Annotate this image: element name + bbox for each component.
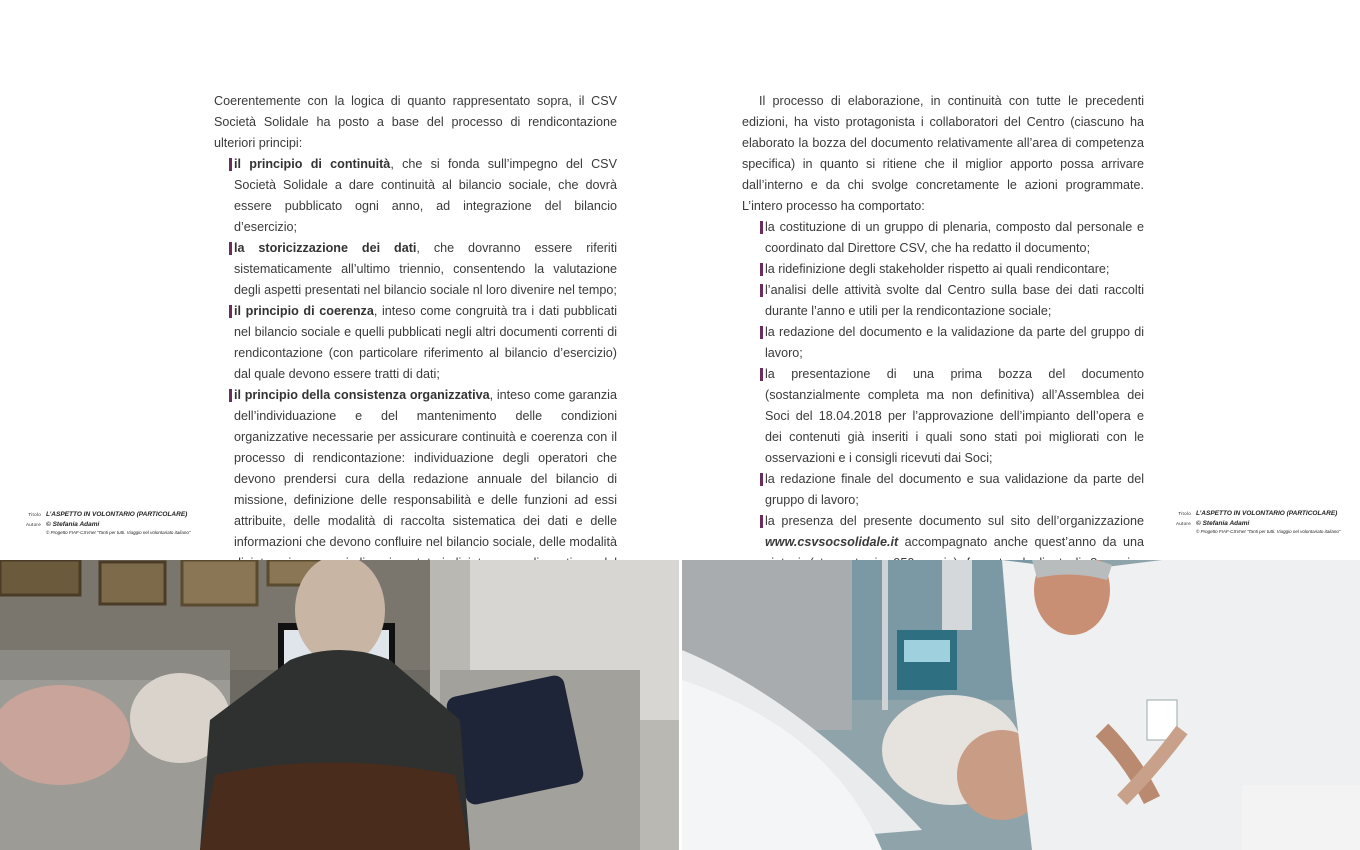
- bullet-bar-icon: [760, 221, 763, 234]
- list-item: la ridefinizione degli stakeholder rispetto ai quali rendicontare;: [742, 259, 1144, 280]
- photo-credit-left: Titolo L’ASPETTO IN VOLONTARIO (PARTICOLARE) Autore © Stefania Adami © Progetto FIAF-CSVnet “Tanti per tutti. Viaggio nel volontariato italiano”: [25, 511, 191, 535]
- website-link[interactable]: www.csvsocsolidale.it: [765, 535, 899, 549]
- list-item: il principio di continuità, che si fonda sull’impegno del CSV Società Solidale a dare continuità al bilancio sociale, che dovrà essere pubblicato ogni anno, ad integrazione del bilancio d’esercizio;: [214, 154, 617, 238]
- list-item: la presenza del presente documento sul sito dell’organizzazione www.csvsocsolidale.it accompagnato anche quest’anno da una: [742, 511, 1144, 616]
- list-item: l’analisi delle attività svolte dal Centro sulla base dei dati raccolti durante l’anno e utili per la rendicontazione sociale;: [742, 280, 1144, 322]
- bullet-bar-icon: [760, 473, 763, 486]
- left-intro: Coerentemente con la logica di quanto rappresentato sopra, il CSV Società Solidale ha posto a base del processo di rendicontazione ulteriori principi:: [214, 94, 617, 150]
- principles-list: [214, 154, 617, 595]
- right-text-column: [742, 91, 1144, 616]
- photo-living-room: [0, 560, 679, 850]
- right-intro: Il processo di elaborazione, in continuità con tutte le precedenti edizioni, ha visto protagonista i collaboratori del Centro (ciascuno ha elaborato la bozza del documento relativamente all’area di competenza specifica) in quanto si ritiene che il miglior apporto possa arrivare dall’interno e da chi svolge concretamente le azioni programmate. L’intero processo ha comportato:: [742, 94, 1144, 213]
- process-list: [742, 217, 1144, 616]
- bullet-bar-icon: [229, 305, 232, 318]
- left-text-column: [214, 91, 617, 595]
- list-item: il principio di coerenza, inteso come congruità tra i dati pubblicati nel bilancio sociale e quelli pubblicati negli altri documenti correnti di rendicontazione (con particolare riferimento al bilancio d’esercizio) dal quale devono essere tratti di dati;: [214, 301, 617, 385]
- bullet-bar-icon: [760, 515, 763, 528]
- list-item: la costituzione di un gruppo di plenaria, composto dal personale e coordinato dal Direttore CSV, che ha redatto il documento;: [742, 217, 1144, 259]
- list-item: la redazione del documento e la validazione da parte del gruppo di lavoro;: [742, 322, 1144, 364]
- bullet-bar-icon: [760, 326, 763, 339]
- list-item: la presentazione di una prima bozza del documento (sostanzialmente completa ma non definitiva) all’Assemblea dei Soci del 18.04.2018 per l’approvazione dell’impianto dell’opera e dei contenuti già inseriti i quali sono stati poi migliorati con le osservazioni e i consigli ricevuti dai Soci;: [742, 364, 1144, 469]
- list-item: la storicizzazione dei dati, che dovranno essere riferiti sistematicamente all’ultimo triennio, consentendo la valutazione degli aspetti presentati nel bilancio sociale nl loro divenire nel tempo;: [214, 238, 617, 301]
- bullet-bar-icon: [760, 284, 763, 297]
- bullet-bar-icon: [760, 263, 763, 276]
- list-item: la redazione finale del documento e sua validazione da parte del gruppo di lavoro;: [742, 469, 1144, 511]
- bullet-bar-icon: [229, 158, 232, 171]
- list-item: il principio della consistenza organizzativa, inteso come garanzia dell’individuazione e del mantenimento delle condizioni organizzative necessarie per assicurare continuità e coerenza con il processo di rendicontazione: individuazione degli operatori che devono prendersi cura della redazione annuale del bilancio di missione, definizione delle responsabilità e delle funzioni ad essi attribuite, delle modalità di raccolta sistematica dei dati e delle informazioni che devono confluire nel bilancio sociale, delle modalità: [214, 385, 617, 595]
- bullet-bar-icon: [229, 389, 232, 402]
- bullet-bar-icon: [760, 368, 763, 381]
- bullet-bar-icon: [229, 242, 232, 255]
- hospital-illustration: [682, 560, 1360, 850]
- photo-credit-right: Titolo L’ASPETTO IN VOLONTARIO (PARTICOLARE) Autore © Stefania Adami © Progetto FIAF-CSVnet “Tanti per tutti. Viaggio nel volontariato italiano”: [1175, 510, 1341, 534]
- photo-hospital: [682, 560, 1360, 850]
- living-room-illustration: [0, 560, 679, 850]
